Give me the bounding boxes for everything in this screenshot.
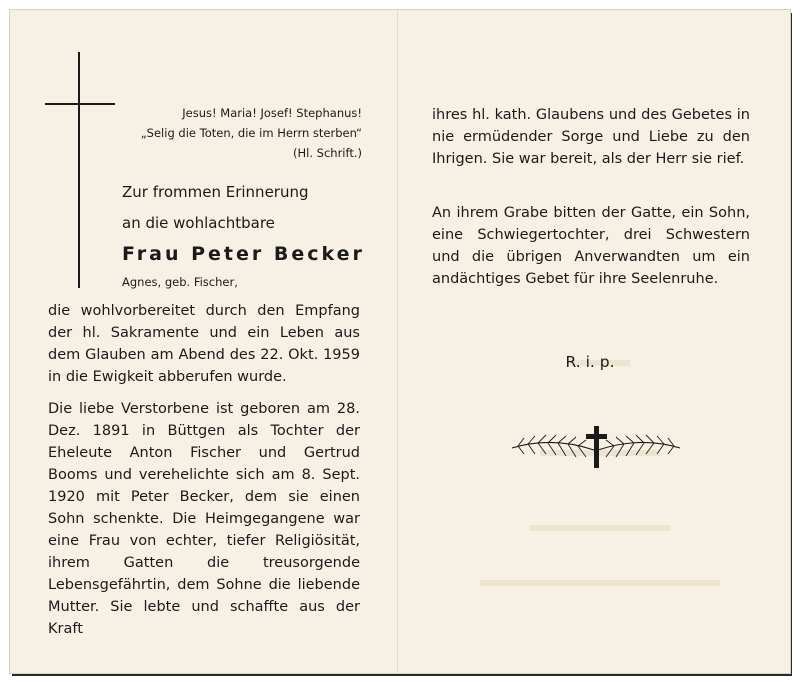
deceased-name: Frau Peter Becker — [122, 243, 365, 265]
memorial-line-1: Zur frommen Erinnerung — [122, 183, 309, 201]
birth-name: Agnes, geb. Fischer, — [122, 275, 238, 289]
left-paragraph-2: Die liebe Verstorbene ist geboren am 28. Dez. 1891 in Büttgen als Tochter der Eheleute Anton Fischer und Gertrud Booms und verehelichte sich am 8. Sept. 1920 mit Peter Becker, dem sie einen Sohn schenkte. Die Heimgegangene war eine Frau von echter, tiefer Religiösität, ihrem Gatten die treusorgende Lebensgefährtin, dem Sohne die liebende Mutter. Sie lebte und schaffte aus der Kraft — [48, 401, 360, 637]
cross-bar — [45, 103, 115, 105]
right-paragraph-1: ihres hl. kath. Glaubens und des Gebetes in nie ermüdender Sorge und Liebe zu den Ihrigen. Sie war bereit, als der Herr sie rief. — [432, 107, 750, 167]
right-paragraph-2: An ihrem Grabe bitten der Gatte, ein Sohn, eine Schwiegertochter, drei Schwestern und die übrigen Anverwandten um ein andächtiges Gebet für ihre Seelenruhe. — [432, 205, 750, 287]
memorial-line-2: an die wohlachtbare — [122, 214, 275, 232]
scripture-source: (Hl. Schrift.) — [293, 146, 362, 160]
left-paragraph-1: die wohlvorbereitet durch den Empfang der hl. Sakramente und ein Leben aus dem Glauben am Abend des 22. Okt. 1959 in die Ewigkeit abberufen wurde. — [48, 303, 360, 385]
palm-cross-ornament — [508, 424, 684, 470]
palm-cross-icon — [508, 424, 684, 470]
invocation: Jesus! Maria! Josef! Stephanus! — [182, 106, 362, 120]
card-fold — [397, 10, 398, 673]
scripture-quote: „Selig die Toten, die im Herrn sterben“ — [140, 126, 362, 140]
cross-icon — [78, 52, 80, 288]
rip-text: R. i. p. — [565, 353, 615, 371]
